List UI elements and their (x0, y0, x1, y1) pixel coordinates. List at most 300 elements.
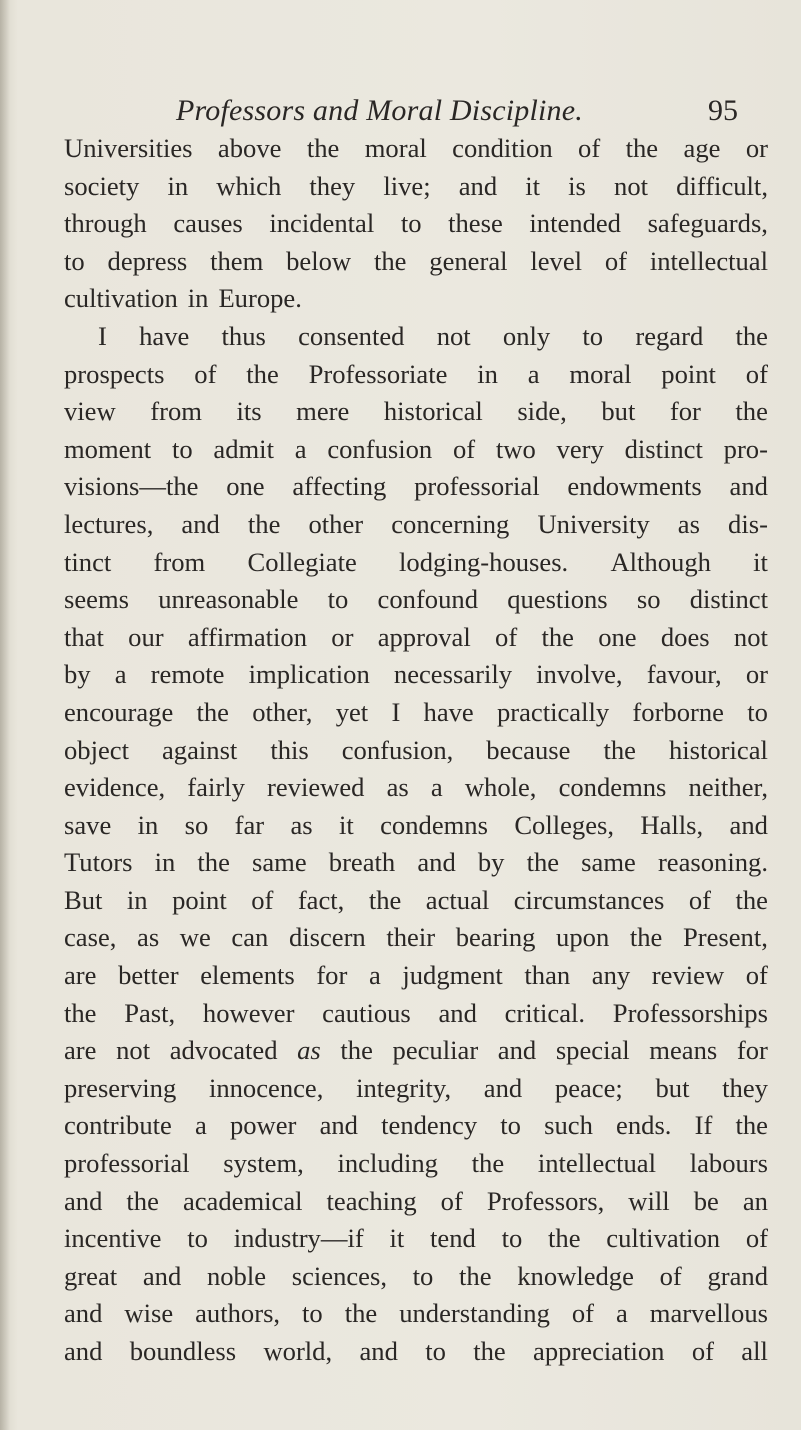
word: for (316, 960, 348, 991)
word: the (246, 358, 279, 389)
word: the (368, 884, 402, 915)
word: have (423, 696, 474, 727)
word: but (601, 396, 636, 427)
text-line (64, 1107, 768, 1145)
word: side, (517, 396, 567, 427)
page-gutter-shadow (0, 0, 10, 1430)
word: review (651, 960, 725, 991)
word: boundless (129, 1336, 237, 1366)
word: professorial (64, 1148, 190, 1179)
word: of (745, 358, 768, 389)
word: a (616, 1298, 628, 1329)
word: Professoriate (308, 358, 448, 389)
text-line (64, 544, 768, 582)
word: one (598, 621, 637, 652)
word: a (430, 772, 443, 803)
word: dis- (728, 508, 768, 539)
word: knowledge (517, 1260, 634, 1291)
text-line (64, 882, 768, 920)
word: or (331, 621, 354, 652)
word: have (139, 320, 190, 351)
word: from (150, 396, 202, 427)
word: I (391, 696, 401, 727)
text-line (64, 1183, 768, 1221)
word: the (126, 1185, 159, 1216)
word: in (154, 847, 176, 878)
word: including (337, 1148, 438, 1179)
word: level (530, 245, 583, 276)
word: the (373, 245, 407, 276)
word: the (64, 997, 97, 1028)
word: questions (507, 584, 608, 615)
word: two (495, 433, 536, 464)
word: these (448, 208, 503, 239)
word: prospects (64, 358, 165, 389)
word: are (64, 1035, 97, 1066)
word: appreciation (533, 1336, 665, 1366)
word: implication (248, 659, 370, 690)
word: means (649, 1035, 718, 1066)
word: not (436, 320, 471, 351)
word: remote (150, 659, 225, 690)
word: will (628, 1185, 670, 1216)
word: discern (288, 922, 366, 953)
text-line (64, 1295, 768, 1333)
word: above (217, 133, 282, 163)
word: better (118, 960, 179, 991)
word: and (438, 997, 477, 1028)
word: incidental (269, 208, 375, 239)
word: it (525, 170, 541, 201)
word: it (389, 1223, 405, 1254)
word: of (571, 1298, 595, 1329)
word: any (591, 960, 631, 991)
word: system, (223, 1148, 304, 1179)
word: point (661, 358, 716, 389)
word: involve, (536, 659, 623, 690)
word: historical (668, 734, 768, 765)
running-head (60, 94, 770, 134)
word: peace; (554, 1072, 623, 1103)
word: our (128, 621, 164, 652)
word: visions—the (64, 471, 199, 502)
word: in (126, 884, 148, 915)
word: them (210, 245, 264, 276)
word: of (495, 621, 518, 652)
word: concerning (391, 508, 510, 539)
text-line (64, 168, 768, 206)
word: historical (383, 396, 483, 427)
word: Professors, (486, 1185, 605, 1216)
text-line (64, 807, 768, 845)
word: affirmation (187, 621, 308, 652)
word: the (541, 621, 574, 652)
text-line (64, 844, 768, 882)
word: forborne (632, 696, 724, 727)
word: we (179, 922, 211, 953)
word: condemns (380, 809, 488, 840)
word: Europe. (218, 283, 302, 314)
word: academical (182, 1185, 303, 1216)
word: contribute (64, 1110, 172, 1141)
word: mere (296, 396, 350, 427)
word: as (290, 809, 313, 840)
word: the (735, 884, 768, 915)
body-text (64, 130, 768, 1371)
word: practically (496, 696, 610, 727)
word: special (555, 1035, 630, 1066)
word: a (527, 358, 540, 389)
word: and (417, 847, 456, 878)
word: it (339, 809, 354, 840)
text-line (64, 205, 768, 243)
word: to (400, 208, 422, 239)
word: intended (529, 208, 621, 239)
word: marvellous (649, 1298, 768, 1329)
word: not (116, 1035, 151, 1066)
word: Although (610, 546, 711, 577)
word: a (194, 1110, 207, 1141)
word: the (306, 133, 340, 163)
word: to (500, 1110, 521, 1141)
word: to (171, 433, 193, 464)
word: in (137, 809, 159, 840)
word: teaching (326, 1185, 417, 1216)
word: this (270, 734, 309, 765)
word: fairly (187, 772, 245, 803)
word: of (578, 133, 601, 163)
word: to (412, 1260, 434, 1291)
word: distinct (689, 584, 768, 615)
word: to (187, 1223, 208, 1254)
word: the (473, 1336, 506, 1366)
word: the (625, 133, 659, 163)
word: or (745, 659, 768, 690)
word: cultivation (64, 283, 178, 314)
word: thus (221, 320, 266, 351)
word: are (64, 960, 97, 991)
word: of (691, 1336, 714, 1366)
word: so (636, 584, 661, 615)
word: and (64, 1336, 103, 1366)
word: intellectual (537, 1148, 656, 1179)
word: it (753, 546, 768, 577)
word: preserving (64, 1072, 177, 1103)
word: and (497, 1035, 537, 1066)
text-line (64, 506, 768, 544)
word: of (745, 960, 768, 991)
word: cautious (322, 997, 411, 1028)
word: the (629, 922, 663, 953)
word: confusion (327, 433, 433, 464)
text-line (64, 130, 768, 168)
word: in (477, 358, 498, 389)
word: professorial (414, 471, 540, 502)
word: because (486, 734, 571, 765)
word: authors, (195, 1298, 281, 1329)
word: lodging-houses. (399, 546, 569, 577)
word: case, (64, 922, 117, 953)
word: to (302, 1298, 323, 1329)
word: and (181, 508, 220, 539)
word: as (386, 772, 409, 803)
word: the (196, 696, 229, 727)
text-line (64, 995, 768, 1033)
word: encourage (64, 696, 174, 727)
word: live; (383, 170, 431, 201)
word: condition (452, 133, 553, 163)
word: of (745, 1223, 768, 1254)
word: but (655, 1072, 690, 1103)
word: not (614, 170, 649, 201)
page-number: 95 (708, 94, 738, 127)
word: reasoning. (657, 847, 768, 878)
word: pro- (723, 433, 768, 464)
word: Universities (64, 133, 193, 163)
word: University (537, 508, 650, 539)
text-line (64, 694, 768, 732)
word: cultivation (606, 1223, 721, 1254)
word: neither, (688, 772, 768, 803)
word: industry—if (233, 1223, 364, 1254)
word: If (694, 1110, 713, 1141)
word: as (677, 508, 700, 539)
word: tendency (381, 1110, 478, 1141)
word: Halls, (640, 809, 704, 840)
text-line (64, 280, 768, 318)
word: the (471, 1148, 505, 1179)
word: confound (377, 584, 478, 615)
word: labours (689, 1148, 768, 1179)
word: an (742, 1185, 768, 1216)
word: causes (173, 208, 243, 239)
word: of (659, 1260, 682, 1291)
word: power (229, 1110, 297, 1141)
word: the (735, 1110, 768, 1141)
word: to (747, 696, 768, 727)
word: through (64, 208, 147, 239)
word: its (236, 396, 262, 427)
word: one (226, 471, 265, 502)
word: point (172, 884, 227, 915)
word: ends. (616, 1110, 672, 1141)
word: critical. (504, 997, 586, 1028)
word: actual (425, 884, 490, 915)
word: as (137, 922, 160, 953)
word: unreasonable (158, 584, 299, 615)
word: other, (252, 696, 313, 727)
text-line (64, 468, 768, 506)
word: bearing (455, 922, 536, 953)
word: a (294, 433, 307, 464)
word: upon (556, 922, 610, 953)
text-line (64, 769, 768, 807)
word: and (142, 1260, 182, 1291)
word: and (64, 1185, 103, 1216)
word: the (340, 1035, 373, 1066)
word: all (741, 1336, 768, 1366)
word: lectures, (64, 508, 154, 539)
word: whole, (464, 772, 537, 803)
text-line (64, 957, 768, 995)
word: society (64, 170, 140, 201)
text-line (64, 393, 768, 431)
word: noble (206, 1260, 267, 1291)
text-line (64, 619, 768, 657)
word: below (286, 245, 352, 276)
word: peculiar (392, 1035, 479, 1066)
word: reviewed (267, 772, 365, 803)
word: breath (328, 847, 396, 878)
word: as (297, 1035, 321, 1066)
word: and (458, 170, 498, 201)
word: and (319, 1110, 358, 1141)
word: the (735, 396, 768, 427)
word: however (202, 997, 295, 1028)
word: they (722, 1072, 768, 1103)
word: world, (263, 1336, 333, 1366)
text-line (64, 1070, 768, 1108)
word: wise (124, 1298, 174, 1329)
word: than (524, 960, 571, 991)
word: to (327, 584, 349, 615)
word: endowments (567, 471, 702, 502)
text-line (64, 431, 768, 469)
word: the (344, 1298, 378, 1329)
word: Collegiate (247, 546, 357, 577)
word: they (309, 170, 356, 201)
word: against (161, 734, 238, 765)
word: tinct (64, 546, 112, 577)
text-line (64, 318, 768, 356)
word: grand (707, 1260, 768, 1291)
word: moral (364, 133, 427, 163)
word: so (184, 809, 209, 840)
word: innocence, (208, 1072, 324, 1103)
word: same (252, 847, 307, 878)
word: the (548, 1223, 581, 1254)
word: But (64, 884, 103, 915)
word: and (483, 1072, 523, 1103)
word: is (568, 170, 586, 201)
word: in (187, 283, 209, 314)
word: to (501, 1223, 523, 1254)
word: a (368, 960, 381, 991)
word: judgment (402, 960, 503, 991)
text-line (64, 356, 768, 394)
word: their (386, 922, 436, 953)
word: moral (569, 358, 632, 389)
word: Present, (682, 922, 768, 953)
word: necessarily (393, 659, 513, 690)
word: affecting (292, 471, 387, 502)
word: Colleges, (514, 809, 615, 840)
word: general (429, 245, 508, 276)
word: which (216, 170, 282, 201)
word: be (693, 1185, 719, 1216)
word: and (359, 1336, 398, 1366)
text-line (64, 1258, 768, 1296)
word: difficult, (676, 170, 768, 201)
word: by (477, 847, 505, 878)
word: the (247, 508, 281, 539)
word: very (556, 433, 604, 464)
word: same (581, 847, 636, 878)
word: favour, (646, 659, 722, 690)
word: that (64, 621, 104, 652)
word: safeguards, (647, 208, 768, 239)
word: condemns (558, 772, 667, 803)
text-line (64, 243, 768, 281)
word: depress (107, 245, 188, 276)
text-line (64, 1333, 768, 1371)
word: tend (430, 1223, 476, 1254)
word: of (452, 433, 476, 464)
word: Past, (124, 997, 176, 1028)
word: yet (335, 696, 369, 727)
word: other (308, 508, 364, 539)
word: and (729, 471, 768, 502)
text-line (64, 1032, 768, 1070)
word: approval (377, 621, 471, 652)
word: integrity, (356, 1072, 452, 1103)
word: to (582, 320, 604, 351)
word: Tutors (64, 847, 133, 878)
word: for (736, 1035, 768, 1066)
word: sciences, (291, 1260, 387, 1291)
word: circumstances (513, 884, 665, 915)
word: of (194, 358, 217, 389)
word: admit (213, 433, 274, 464)
word: far (234, 809, 265, 840)
text-line (64, 581, 768, 619)
word: and (729, 809, 768, 840)
word: the (197, 847, 230, 878)
word: advocated (169, 1035, 278, 1066)
word: the (526, 847, 560, 878)
word: regard (635, 320, 704, 351)
word: great (64, 1260, 118, 1291)
text-line (64, 656, 768, 694)
word: elements (200, 960, 295, 991)
word: save (64, 809, 112, 840)
running-title: Professors and Moral Discipline. (176, 94, 583, 127)
word: understanding (399, 1298, 550, 1329)
word: or (745, 133, 768, 163)
text-line (64, 1220, 768, 1258)
word: moment (64, 433, 152, 464)
word: distinct (624, 433, 703, 464)
word: evidence, (64, 772, 166, 803)
word: of (604, 245, 628, 276)
word: of (251, 884, 274, 915)
word: by (64, 659, 91, 690)
word: fact, (297, 884, 345, 915)
word: the (459, 1260, 492, 1291)
word: confusion, (341, 734, 454, 765)
word: can (231, 922, 269, 953)
word: the (735, 320, 768, 351)
word: object (64, 734, 129, 765)
word: a (114, 659, 127, 690)
word: not (733, 621, 768, 652)
word: consented (298, 320, 405, 351)
word: incentive (64, 1223, 162, 1254)
text-line (64, 1145, 768, 1183)
text-line (64, 732, 768, 770)
word: Professorships (612, 997, 768, 1028)
word: only (502, 320, 551, 351)
